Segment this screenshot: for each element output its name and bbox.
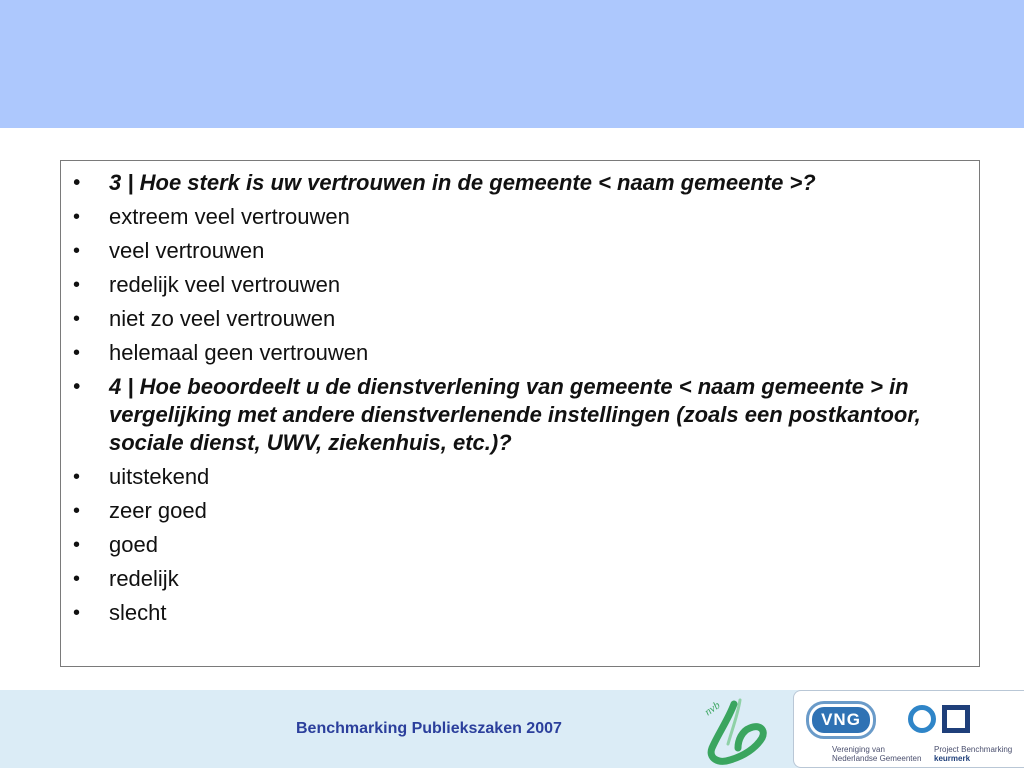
- vng-logo-panel: [793, 690, 1024, 768]
- bullet-icon: •: [73, 274, 81, 296]
- list-item: • uitstekend: [73, 464, 210, 489]
- bullet-icon: •: [73, 500, 81, 522]
- bullet-icon: •: [73, 308, 81, 330]
- bullet-icon: •: [73, 172, 81, 194]
- list-item: • extreem veel vertrouwen: [73, 204, 350, 229]
- bullet-icon: •: [73, 602, 81, 624]
- header-band: [0, 0, 1024, 128]
- footer-title: Benchmarking Publiekszaken 2007: [296, 720, 562, 737]
- project-ring-icon: [908, 705, 936, 733]
- project-subtitle: Project Benchmarking keurmerk: [934, 745, 1013, 763]
- bullet-icon: •: [73, 466, 81, 488]
- list-item: • zeer goed: [73, 498, 207, 523]
- nvb-logo-icon: [698, 690, 778, 768]
- list-item: • helemaal geen vertrouwen: [73, 340, 369, 365]
- list-item: • redelijk veel vertrouwen: [73, 272, 341, 297]
- bullet-list: [61, 161, 979, 627]
- bullet-icon: •: [73, 206, 81, 228]
- list-item: • veel vertrouwen: [73, 238, 265, 263]
- bullet-icon: •: [73, 534, 81, 556]
- list-item: • niet zo veel vertrouwen: [73, 306, 336, 331]
- project-square-icon: [942, 705, 970, 733]
- bullet-icon: •: [73, 568, 81, 590]
- vng-subtitle: Vereniging van Nederlandse Gemeenten: [832, 745, 922, 763]
- bullet-icon: •: [73, 240, 81, 262]
- bullet-icon: •: [73, 376, 81, 398]
- list-item: • slecht: [73, 600, 167, 625]
- list-item: • goed: [73, 532, 158, 557]
- list-item-question-4: • 4 | Hoe beoordeelt u de dienstverlening van gemeente < naam gemeente > in vergelijking met andere dienstverlenende instellingen (zoals een postkantoor, sociale dienst, UWV, ziekenhuis, etc.)?: [73, 374, 921, 455]
- list-item-question-3: • 3 | Hoe sterk is uw vertrouwen in de gemeente < naam gemeente >?: [73, 170, 816, 195]
- svg-text:nvb: nvb: [702, 699, 723, 719]
- list-item: • redelijk: [73, 566, 179, 591]
- vng-logo-icon: VNG: [806, 701, 876, 739]
- bullet-icon: •: [73, 342, 81, 364]
- content-box: [60, 160, 980, 667]
